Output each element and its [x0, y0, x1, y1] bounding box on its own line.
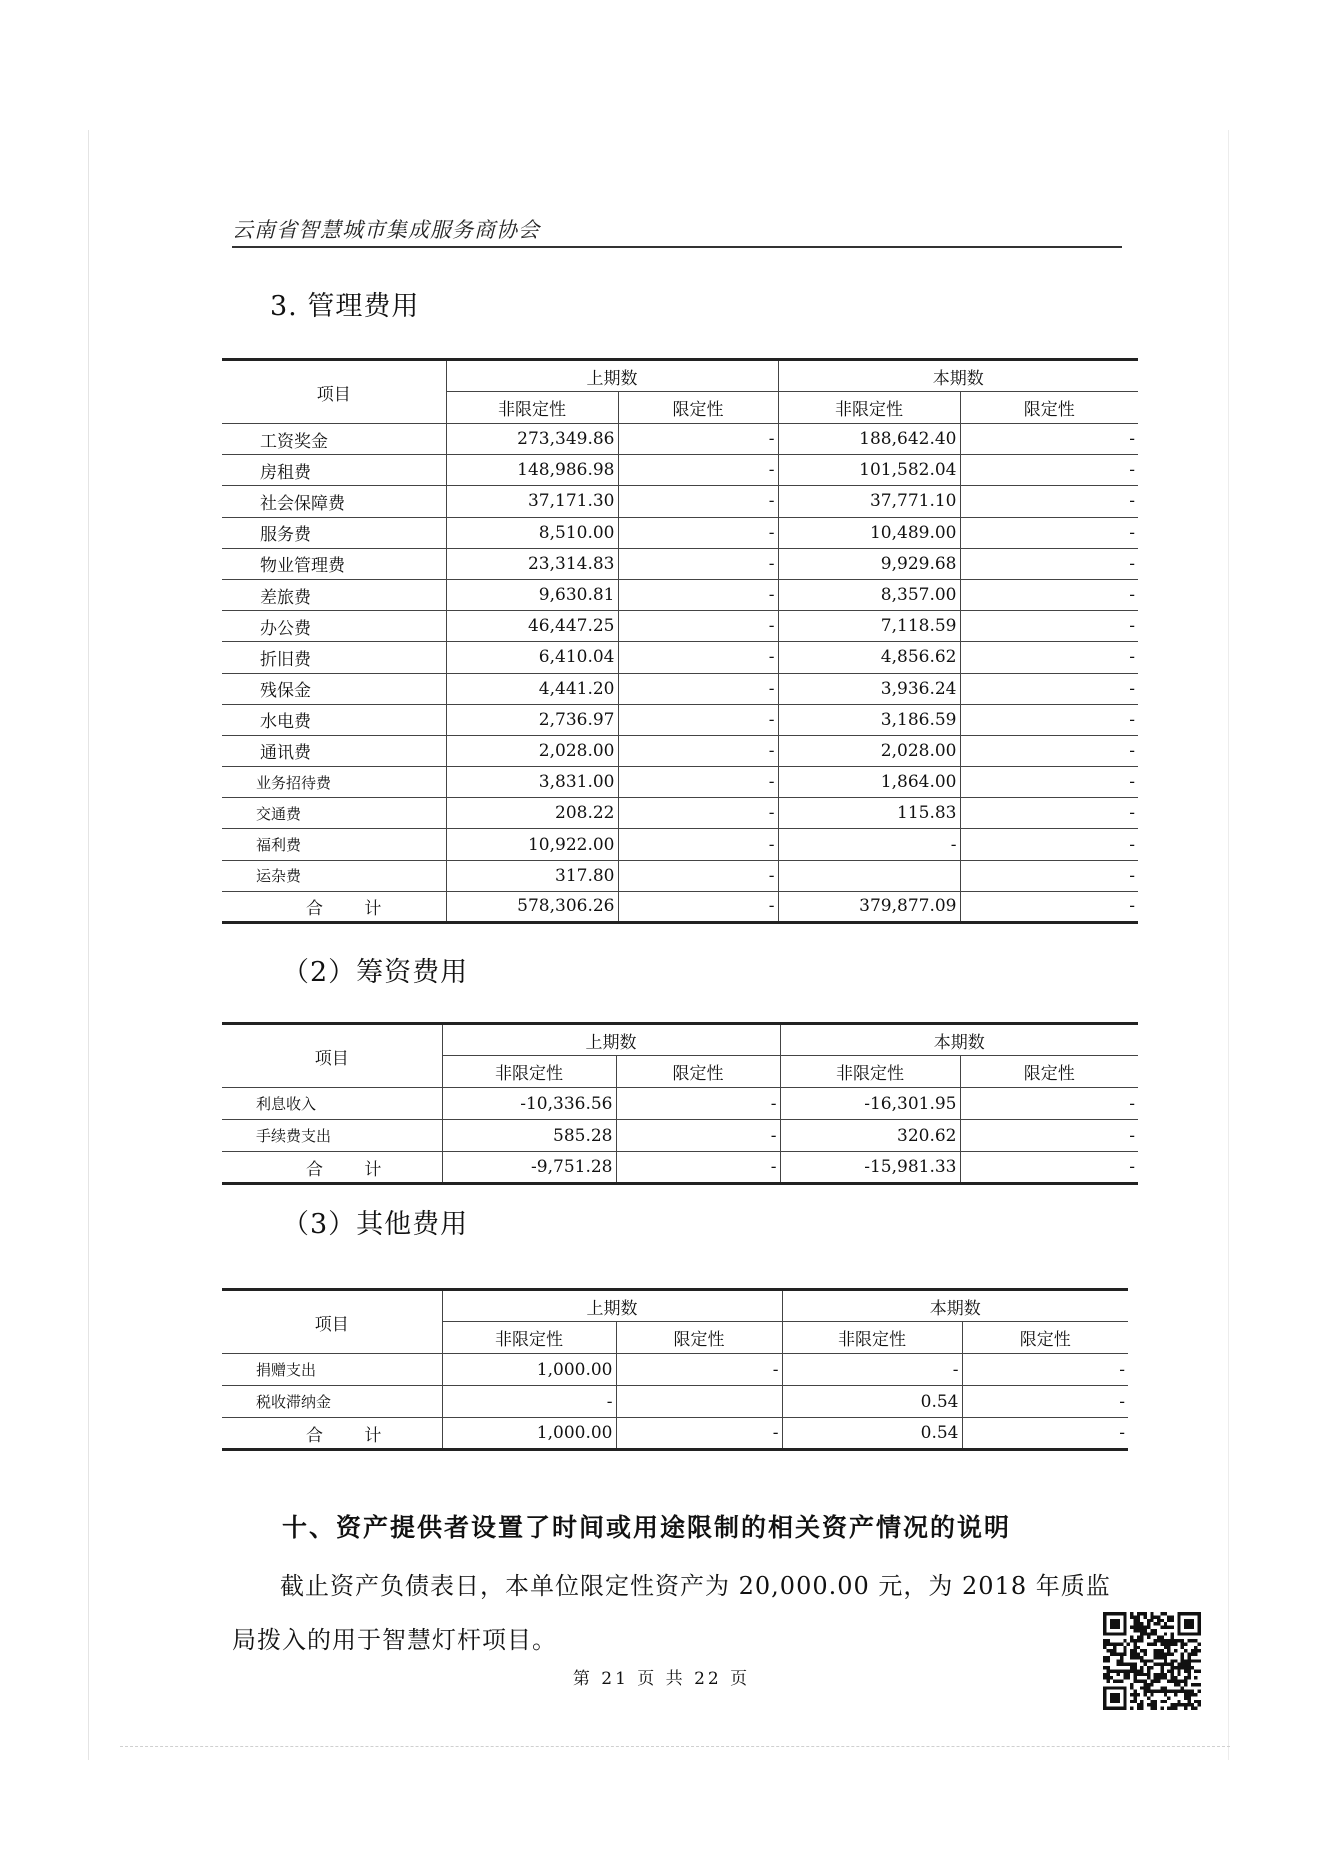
cell-curr-restricted: - — [962, 1386, 1128, 1418]
table-row — [222, 1120, 1138, 1152]
cell-prev-restricted: - — [618, 673, 778, 704]
admin-expense-heading: 3. 管理费用 — [270, 291, 420, 322]
row-item-label: 服务费 — [222, 517, 446, 548]
table-row — [222, 455, 1138, 486]
cell-prev-unrestricted: 46,447.25 — [446, 611, 618, 642]
table-row — [222, 517, 1138, 548]
total-row — [222, 1418, 1128, 1450]
cell-curr-unrestricted — [778, 860, 960, 891]
total-prev-unrestricted: -9,751.28 — [442, 1152, 616, 1184]
row-item-label: 残保金 — [222, 673, 446, 704]
cell-curr-unrestricted: 8,357.00 — [778, 579, 960, 610]
cell-prev-restricted: - — [616, 1354, 782, 1386]
cell-curr-unrestricted: 4,856.62 — [778, 642, 960, 673]
header-curr-restricted: 限定性 — [960, 1056, 1138, 1088]
header-prev-unrestricted: 非限定性 — [442, 1322, 616, 1354]
cell-prev-restricted: - — [618, 548, 778, 579]
cell-prev-unrestricted: - — [442, 1386, 616, 1418]
cell-prev-restricted: - — [618, 611, 778, 642]
total-label: 合 计 — [222, 1418, 442, 1450]
cell-curr-unrestricted: 115.83 — [778, 798, 960, 829]
qr-code-icon — [1103, 1612, 1201, 1710]
header-curr-period: 本期数 — [782, 1290, 1128, 1322]
cell-curr-unrestricted: - — [778, 829, 960, 860]
header-item: 项目 — [222, 360, 446, 424]
cell-prev-restricted: - — [618, 704, 778, 735]
table-row — [222, 611, 1138, 642]
header-curr-period: 本期数 — [778, 360, 1138, 392]
cell-curr-unrestricted: 1,864.00 — [778, 767, 960, 798]
cell-prev-unrestricted: 10,922.00 — [446, 829, 618, 860]
cell-prev-restricted: - — [618, 424, 778, 455]
row-item-label: 通讯费 — [222, 735, 446, 766]
header-curr-restricted: 限定性 — [962, 1322, 1128, 1354]
row-item-label: 税收滞纳金 — [222, 1386, 442, 1418]
row-item-label: 工资奖金 — [222, 424, 446, 455]
cell-prev-unrestricted: 8,510.00 — [446, 517, 618, 548]
cell-curr-restricted: - — [960, 673, 1138, 704]
table-row — [222, 767, 1138, 798]
cell-prev-restricted — [616, 1386, 782, 1418]
admin-expense-table — [222, 358, 1138, 924]
table-row — [222, 860, 1138, 891]
row-item-label: 差旅费 — [222, 579, 446, 610]
row-item-label: 手续费支出 — [222, 1120, 442, 1152]
cell-curr-unrestricted: 188,642.40 — [778, 424, 960, 455]
header-prev-unrestricted: 非限定性 — [442, 1056, 616, 1088]
scan-edge-left — [88, 130, 89, 1760]
header-curr-period: 本期数 — [780, 1024, 1138, 1056]
cell-prev-restricted: - — [618, 455, 778, 486]
total-curr-unrestricted: 379,877.09 — [778, 891, 960, 922]
cell-curr-unrestricted: 10,489.00 — [778, 517, 960, 548]
cell-prev-unrestricted: 4,441.20 — [446, 673, 618, 704]
cell-prev-unrestricted: -10,336.56 — [442, 1088, 616, 1120]
cell-curr-restricted: - — [962, 1354, 1128, 1386]
row-item-label: 办公费 — [222, 611, 446, 642]
cell-prev-unrestricted: 37,171.30 — [446, 486, 618, 517]
table-row — [222, 798, 1138, 829]
total-label: 合 计 — [222, 891, 446, 922]
cell-prev-unrestricted: 3,831.00 — [446, 767, 618, 798]
cell-curr-unrestricted: 2,028.00 — [778, 735, 960, 766]
finance-expense-table — [222, 1022, 1138, 1185]
row-item-label: 水电费 — [222, 704, 446, 735]
cell-prev-restricted: - — [616, 1088, 780, 1120]
cell-prev-restricted: - — [618, 767, 778, 798]
cell-prev-unrestricted: 273,349.86 — [446, 424, 618, 455]
cell-curr-restricted: - — [960, 486, 1138, 517]
table-row — [222, 642, 1138, 673]
cell-curr-restricted: - — [960, 455, 1138, 486]
cell-curr-unrestricted: 0.54 — [782, 1386, 962, 1418]
header-prev-restricted: 限定性 — [618, 392, 778, 424]
cell-curr-restricted: - — [960, 829, 1138, 860]
total-curr-restricted: - — [962, 1418, 1128, 1450]
header-prev-restricted: 限定性 — [616, 1056, 780, 1088]
other-expense-heading: （3）其他费用 — [282, 1209, 469, 1240]
header-prev-period: 上期数 — [442, 1290, 782, 1322]
header-item: 项目 — [222, 1024, 442, 1088]
total-label: 合 计 — [222, 1152, 442, 1184]
cell-curr-restricted: - — [960, 1120, 1138, 1152]
cell-prev-unrestricted: 148,986.98 — [446, 455, 618, 486]
cell-curr-restricted: - — [960, 424, 1138, 455]
total-prev-restricted: - — [618, 891, 778, 922]
row-item-label: 物业管理费 — [222, 548, 446, 579]
header-rule — [232, 246, 1122, 248]
table-row — [222, 424, 1138, 455]
cell-prev-unrestricted: 585.28 — [442, 1120, 616, 1152]
row-item-label: 运杂费 — [222, 860, 446, 891]
section-ten-line-1: 截止资产负债表日，本单位限定性资产为 20,000.00 元，为 2018 年质监 — [280, 1572, 1111, 1600]
cell-curr-restricted: - — [960, 579, 1138, 610]
cell-curr-unrestricted: 101,582.04 — [778, 455, 960, 486]
cell-prev-restricted: - — [618, 517, 778, 548]
table-row — [222, 735, 1138, 766]
row-item-label: 捐赠支出 — [222, 1354, 442, 1386]
cell-curr-restricted: - — [960, 1088, 1138, 1120]
header-curr-unrestricted: 非限定性 — [782, 1322, 962, 1354]
cell-prev-restricted: - — [618, 798, 778, 829]
section-ten-line-2: 局拨入的用于智慧灯杆项目。 — [232, 1626, 557, 1654]
total-prev-unrestricted: 1,000.00 — [442, 1418, 616, 1450]
total-curr-restricted: - — [960, 1152, 1138, 1184]
row-item-label: 折旧费 — [222, 642, 446, 673]
total-curr-unrestricted: 0.54 — [782, 1418, 962, 1450]
cell-curr-restricted: - — [960, 611, 1138, 642]
table-row — [222, 829, 1138, 860]
header-curr-unrestricted: 非限定性 — [778, 392, 960, 424]
table-row — [222, 1088, 1138, 1120]
header-prev-unrestricted: 非限定性 — [446, 392, 618, 424]
total-curr-unrestricted: -15,981.33 — [780, 1152, 960, 1184]
total-prev-unrestricted: 578,306.26 — [446, 891, 618, 922]
cell-curr-restricted: - — [960, 548, 1138, 579]
cell-curr-restricted: - — [960, 798, 1138, 829]
table-row — [222, 1354, 1128, 1386]
header-curr-unrestricted: 非限定性 — [780, 1056, 960, 1088]
cell-prev-restricted: - — [616, 1120, 780, 1152]
cell-curr-restricted: - — [960, 735, 1138, 766]
total-row — [222, 891, 1138, 922]
table-row — [222, 486, 1138, 517]
cell-prev-restricted: - — [618, 642, 778, 673]
cell-curr-unrestricted: 320.62 — [780, 1120, 960, 1152]
table-row — [222, 673, 1138, 704]
cell-curr-unrestricted: -16,301.95 — [780, 1088, 960, 1120]
header-prev-period: 上期数 — [446, 360, 778, 392]
cell-prev-restricted: - — [618, 486, 778, 517]
cell-curr-restricted: - — [960, 704, 1138, 735]
header-prev-period: 上期数 — [442, 1024, 780, 1056]
cell-prev-restricted: - — [618, 735, 778, 766]
header-curr-restricted: 限定性 — [960, 392, 1138, 424]
cell-prev-unrestricted: 6,410.04 — [446, 642, 618, 673]
header-prev-restricted: 限定性 — [616, 1322, 782, 1354]
other-expense-table — [222, 1288, 1128, 1451]
page-number: 第 21 页 共 22 页 — [572, 1669, 751, 1689]
cell-prev-unrestricted: 23,314.83 — [446, 548, 618, 579]
cell-curr-unrestricted: 7,118.59 — [778, 611, 960, 642]
total-row — [222, 1152, 1138, 1184]
cell-prev-unrestricted: 2,028.00 — [446, 735, 618, 766]
header-title: 云南省智慧城市集成服务商协会 — [232, 218, 540, 242]
total-prev-restricted: - — [616, 1152, 780, 1184]
row-item-label: 利息收入 — [222, 1088, 442, 1120]
table-row — [222, 1386, 1128, 1418]
cell-prev-restricted: - — [618, 829, 778, 860]
row-item-label: 房租费 — [222, 455, 446, 486]
section-ten-heading: 十、资产提供者设置了时间或用途限制的相关资产情况的说明 — [282, 1513, 1012, 1542]
scan-edge-bottom — [120, 1746, 1230, 1747]
cell-prev-restricted: - — [618, 860, 778, 891]
row-item-label: 福利费 — [222, 829, 446, 860]
table-row — [222, 548, 1138, 579]
total-prev-restricted: - — [616, 1418, 782, 1450]
cell-curr-restricted: - — [960, 767, 1138, 798]
finance-expense-heading: （2）筹资费用 — [282, 957, 469, 988]
row-item-label: 社会保障费 — [222, 486, 446, 517]
row-item-label: 交通费 — [222, 798, 446, 829]
header-item: 项目 — [222, 1290, 442, 1354]
row-item-label: 业务招待费 — [222, 767, 446, 798]
cell-prev-restricted: - — [618, 579, 778, 610]
cell-prev-unrestricted: 1,000.00 — [442, 1354, 616, 1386]
cell-prev-unrestricted: 9,630.81 — [446, 579, 618, 610]
cell-curr-restricted: - — [960, 517, 1138, 548]
scan-edge-right — [1228, 130, 1229, 1760]
table-row — [222, 579, 1138, 610]
cell-prev-unrestricted: 208.22 — [446, 798, 618, 829]
cell-curr-restricted: - — [960, 860, 1138, 891]
cell-curr-restricted: - — [960, 642, 1138, 673]
cell-prev-unrestricted: 317.80 — [446, 860, 618, 891]
cell-curr-unrestricted: 3,936.24 — [778, 673, 960, 704]
total-curr-restricted: - — [960, 891, 1138, 922]
cell-curr-unrestricted: 3,186.59 — [778, 704, 960, 735]
cell-curr-unrestricted: 37,771.10 — [778, 486, 960, 517]
cell-curr-unrestricted: 9,929.68 — [778, 548, 960, 579]
table-row — [222, 704, 1138, 735]
cell-prev-unrestricted: 2,736.97 — [446, 704, 618, 735]
cell-curr-unrestricted: - — [782, 1354, 962, 1386]
